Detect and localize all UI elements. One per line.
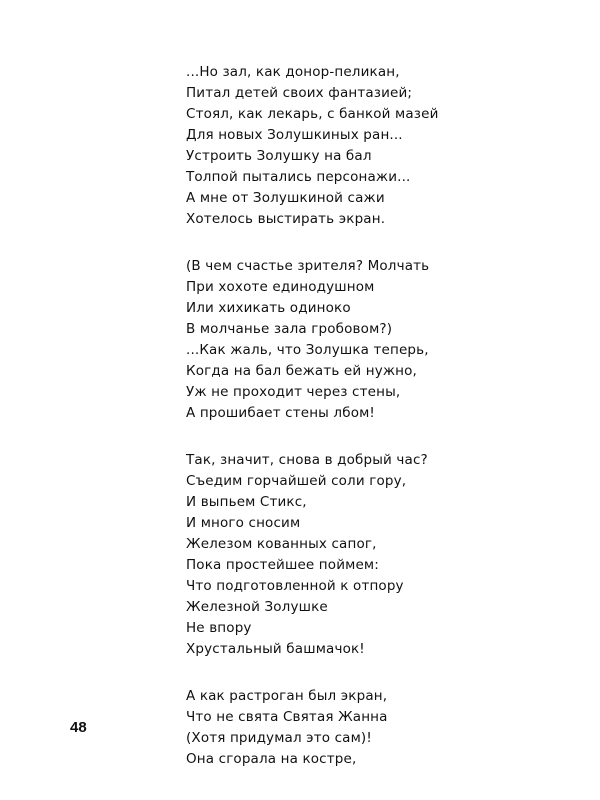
poem-line: Толпой пытались персонажи... (186, 169, 411, 185)
poem-line: Для новых Золушкиных ран... (186, 127, 403, 143)
stanza-3 (186, 450, 486, 660)
poem-body (186, 62, 486, 796)
page-number: 48 (70, 719, 87, 736)
poem-line: Железом кованных сапог, (186, 536, 377, 552)
poem-line: Не впору (186, 620, 252, 636)
poem-line: ...Как жаль, что Золушка теперь, (186, 342, 429, 358)
poem-line: ...Но зал, как донор-пеликан, (186, 64, 400, 80)
poem-line: И выпьем Стикс, (186, 494, 307, 510)
poem-line: Хотелось выстирать экран. (186, 211, 386, 227)
poem-line: Питал детей своих фантазией; (186, 85, 413, 101)
poem-line: А как растроган был экран, (186, 688, 388, 704)
poem-line: Железной Золушке (186, 599, 328, 615)
poem-line: При хохоте единодушном (186, 279, 375, 295)
poem-line: (Хотя придумал это сам)! (186, 730, 372, 746)
poem-line: Что не свята Святая Жанна (186, 709, 388, 725)
poem-line: Когда на бал бежать ей нужно, (186, 363, 417, 379)
poem-line: И много сносим (186, 515, 301, 531)
poem-line: Хрустальный башмачок! (186, 641, 365, 657)
poem-line: Она сгорала на костре, (186, 751, 357, 767)
stanza-1 (186, 62, 486, 230)
poem-line: Уж не проходит через стены, (186, 384, 401, 400)
poem-line: Пока простейшее поймем: (186, 557, 379, 573)
poem-line: (В чем счастье зрителя? Молчать (186, 258, 430, 274)
poem-line: А мне от Золушкиной сажи (186, 190, 385, 206)
poem-line: Что подготовленной к отпору (186, 578, 404, 594)
poem-line: В молчанье зала гробовом?) (186, 321, 393, 337)
stanza-2 (186, 256, 486, 424)
poem-line: Съедим горчайшей соли гору, (186, 473, 407, 489)
poem-line: Устроить Золушку на бал (186, 148, 372, 164)
poem-line: Так, значит, снова в добрый час? (186, 452, 428, 468)
poem-line: Стоял, как лекарь, с банкой мазей (186, 106, 439, 122)
stanza-4 (186, 686, 486, 770)
poem-line: Или хихикать одиноко (186, 300, 351, 316)
poem-line: А прошибает стены лбом! (186, 405, 375, 421)
